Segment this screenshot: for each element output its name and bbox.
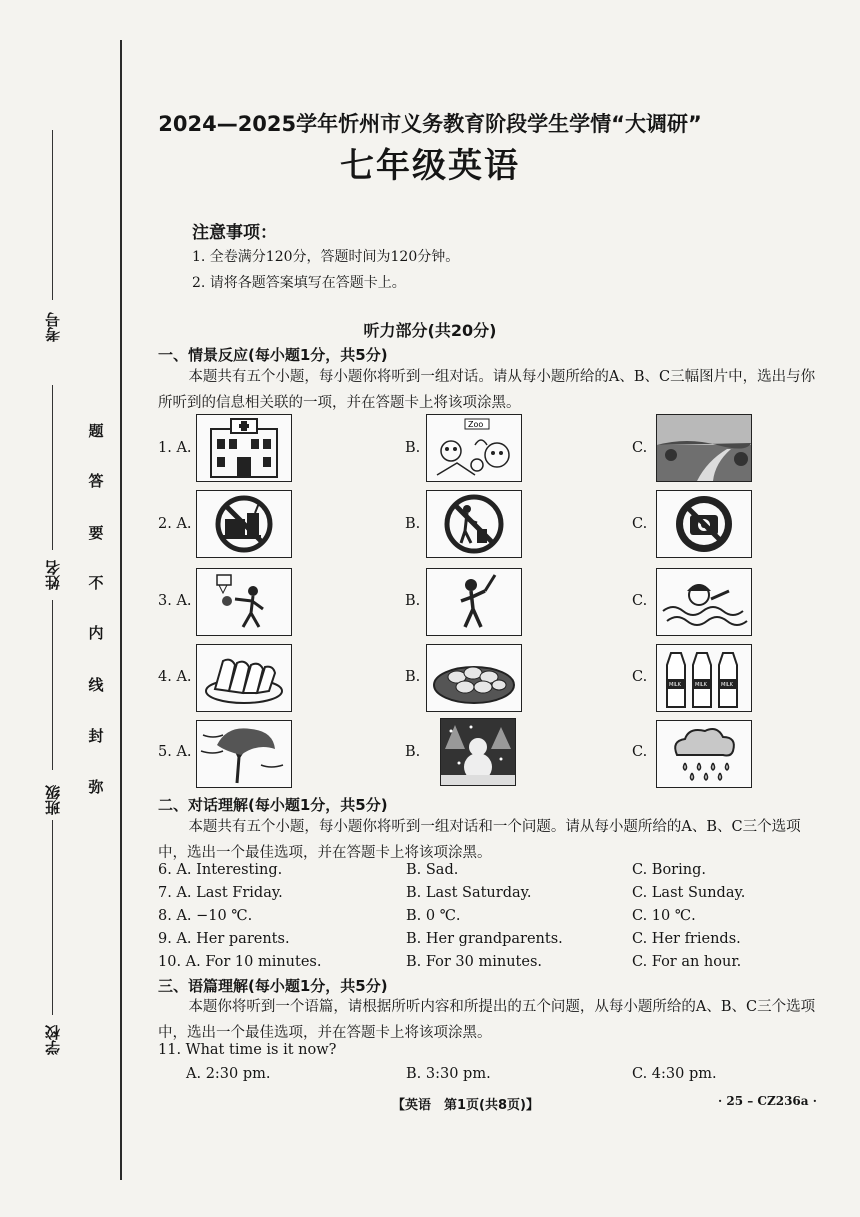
exam-number-label: 考号: [44, 312, 62, 342]
notice-item: 1. 全卷满分120分，答题时间为120分钟。: [192, 249, 460, 265]
section3-instruction: 本题你将听到一个语篇，请根据所听内容和所提出的五个问题，从每小题所给的A、B、C三个选项中，选出一个最佳选项，并在答题卡上将该项涂黑。: [158, 999, 816, 1041]
q9-option-a[interactable]: 9. A. Her parents.: [158, 931, 290, 947]
baseball-player-icon[interactable]: [426, 568, 522, 636]
q9-option-c[interactable]: C. Her friends.: [632, 931, 741, 947]
hospital-building-icon[interactable]: [196, 414, 292, 482]
q3-b-label: B.: [405, 593, 421, 609]
q5-label: 5. A.: [158, 744, 192, 760]
class-line[interactable]: [52, 600, 53, 770]
school-label: 学校: [44, 1025, 62, 1055]
q7-option-b[interactable]: B. Last Saturday.: [406, 885, 532, 901]
name-label: 姓名: [44, 560, 62, 590]
dumplings-plate-icon[interactable]: [426, 644, 522, 712]
q10-option-b[interactable]: B. For 30 minutes.: [406, 954, 542, 970]
q1-b-label: B.: [405, 440, 421, 456]
section2-heading: 二、对话理解(每小题1分，共5分): [158, 796, 388, 814]
q10-option-a[interactable]: 10. A. For 10 minutes.: [158, 954, 322, 970]
q6-option-c[interactable]: C. Boring.: [632, 862, 706, 878]
q6-option-b[interactable]: B. Sad.: [406, 862, 459, 878]
listening-section-title: 听力部分(共20分): [363, 321, 497, 340]
q7-option-c[interactable]: C. Last Sunday.: [632, 885, 746, 901]
section3-heading: 三、语篇理解(每小题1分，共5分): [158, 977, 388, 995]
section1-instruction: 本题共有五个小题，每小题你将听到一组对话。请从每小题所给的A、B、C三幅图片中，选出与你所听到的信息相关联的一项，并在答题卡上将该项涂黑。: [158, 369, 816, 411]
notice-item: 2. 请将各题答案填写在答题卡上。: [192, 275, 406, 291]
paper-code: · 25 – CZ236a ·: [718, 1094, 817, 1108]
q1-label: 1. A.: [158, 440, 192, 456]
snowman-scene-icon[interactable]: [440, 718, 516, 786]
milk-label-text: MILK: [695, 682, 707, 688]
page-footer: 【英语 第1页(共8页)】: [392, 1098, 539, 1113]
q4-c-label: C.: [632, 669, 648, 685]
no-littering-sign-icon[interactable]: [426, 490, 522, 558]
binding-char: 不: [88, 574, 104, 592]
q4-b-label: B.: [405, 669, 421, 685]
subject-title: 七年级英语: [340, 146, 520, 186]
section1-heading: 一、情景反应(每小题1分，共5分): [158, 346, 388, 364]
binding-char: 题: [88, 422, 104, 440]
name-line[interactable]: [52, 385, 53, 550]
basketball-player-icon[interactable]: [196, 568, 292, 636]
q3-c-label: C.: [632, 593, 648, 609]
q2-b-label: B.: [405, 516, 421, 532]
q5-b-label: B.: [405, 744, 421, 760]
q8-option-a[interactable]: 8. A. −10 ℃.: [158, 908, 253, 924]
q5-c-label: C.: [632, 744, 648, 760]
q8-option-c[interactable]: C. 10 ℃.: [632, 908, 696, 924]
binding-line: [120, 40, 122, 1180]
notice-heading: 注意事项：: [192, 223, 277, 243]
q4-label: 4. A.: [158, 669, 192, 685]
q9-option-b[interactable]: B. Her grandparents.: [406, 931, 563, 947]
school-line[interactable]: [52, 820, 53, 1015]
milk-bottles-icon[interactable]: [656, 644, 752, 712]
q11-option-a[interactable]: A. 2:30 pm.: [186, 1066, 271, 1082]
q6-option-a[interactable]: 6. A. Interesting.: [158, 862, 283, 878]
binding-char: 内: [88, 624, 104, 642]
q11-option-c[interactable]: C. 4:30 pm.: [632, 1066, 717, 1082]
milk-label-text: MILK: [669, 682, 681, 688]
no-food-drink-sign-icon[interactable]: [196, 490, 292, 558]
q2-label: 2. A.: [158, 516, 192, 532]
exam-title: 2024—2025学年忻州市义务教育阶段学生学情“大调研”: [158, 112, 702, 136]
binding-char: 弥: [88, 778, 104, 796]
rain-cloud-icon[interactable]: [656, 720, 752, 788]
country-road-landscape-icon[interactable]: [656, 414, 752, 482]
q8-option-b[interactable]: B. 0 ℃.: [406, 908, 461, 924]
bread-slices-icon[interactable]: [196, 644, 292, 712]
section2-instruction: 本题共有五个小题，每小题你将听到一组对话和一个问题。请从每小题所给的A、B、C三个选项中，选出一个最佳选项，并在答题卡上将该项涂黑。: [158, 819, 801, 861]
binding-char: 答: [88, 472, 104, 490]
binding-char: 线: [88, 676, 104, 694]
class-label: 班级: [44, 785, 62, 815]
zoo-sign-text: Zoo: [468, 420, 484, 429]
q7-option-a[interactable]: 7. A. Last Friday.: [158, 885, 283, 901]
q11-question: 11. What time is it now?: [158, 1042, 337, 1058]
no-photo-sign-icon[interactable]: [656, 490, 752, 558]
zoo-animals-icon[interactable]: [426, 414, 522, 482]
swimmer-icon[interactable]: [656, 568, 752, 636]
binding-char: 封: [88, 727, 104, 745]
q10-option-c[interactable]: C. For an hour.: [632, 954, 742, 970]
binding-char: 要: [88, 524, 104, 542]
windy-tree-icon[interactable]: [196, 720, 292, 788]
q2-c-label: C.: [632, 516, 648, 532]
q1-c-label: C.: [632, 440, 648, 456]
q11-option-b[interactable]: B. 3:30 pm.: [406, 1066, 491, 1082]
milk-label-text: MILK: [721, 682, 733, 688]
q3-label: 3. A.: [158, 593, 192, 609]
